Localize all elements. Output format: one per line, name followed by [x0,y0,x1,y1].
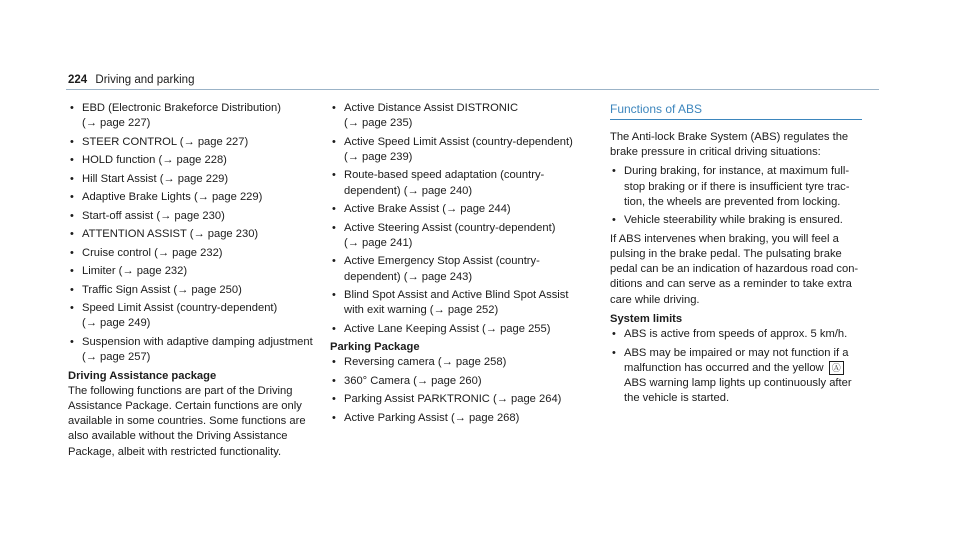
list-item: • Active Parking Assist (→ page 268) [330,411,600,426]
list-item: • Parking Assist PARKTRONIC (→ page 264) [330,392,600,407]
list-item: • Traffic Sign Assist (→ page 250) [68,283,330,298]
list-item: • Limiter (→ page 232) [68,264,330,279]
list-item: • Active Brake Assist (→ page 244) [330,202,600,217]
list-item: • Vehicle steerability while braking is ensured. [610,213,870,228]
header-rule [66,89,879,90]
list-item: • 360° Camera (→ page 260) [330,374,600,389]
column-right [610,101,870,410]
section-rule [610,119,862,120]
list-item: • Blind Spot Assist and Active Blind Spot Assist with exit warning (→ page 252) [330,288,600,318]
list-item: • HOLD function (→ page 228) [68,153,330,168]
column-left [68,101,330,464]
abs-section-title: Functions of ABS [610,102,703,116]
list-item: • Speed Limit Assist (country-dependent) (→ page 249) [68,301,330,331]
list-item: • Suspension with adaptive damping adjustment (→ page 257) [68,335,330,365]
list-item: • Cruise control (→ page 232) [68,246,330,261]
page-header [68,73,194,88]
list-item: • Active Steering Assist (country-dependent) (→ page 241) [330,221,600,251]
list-item: • ATTENTION ASSIST (→ page 230) [68,227,330,242]
abs-warning-lamp-icon: Ⓐ [829,361,844,375]
subheading: System limits [610,312,683,325]
paragraph: The following functions are part of the Driving Assistance Package. Certain functions are only available in some countries. Some functions are also available without the Driving Assistance Package, albeit with restricted functionality. [68,384,306,458]
list-item: • Route-based speed adaptation (country- dependent) (→ page 240) [330,168,600,198]
subheading: Driving Assistance package [68,369,217,382]
list-item: • Active Emergency Stop Assist (country- dependent) (→ page 243) [330,254,600,284]
list-item: • ABS is active from speeds of approx. 5 km/h. [610,327,870,342]
column-middle [330,101,600,429]
limits-list [610,327,870,406]
list-item: • During braking, for instance, at maximum full- stop braking or if there is insufficient tyre trac- tion, the wheels are prevented from locking. [610,164,870,210]
abs-list [610,164,870,228]
list-item: • Hill Start Assist (→ page 229) [68,172,330,187]
subheading: Parking Package [330,341,420,354]
list-item: • Active Distance Assist DISTRONIC (→ page 235) [330,101,600,131]
list-item: • Reversing camera (→ page 258) [330,355,600,370]
intro-paragraph: The Anti-lock Brake System (ABS) regulates the brake pressure in critical driving situations: [610,131,849,159]
list-item: • Adaptive Brake Lights (→ page 229) [68,190,330,205]
section-title: Driving and parking [95,74,195,86]
feature-list [330,101,600,337]
list-item: • ABS may be impaired or may not function if a malfunction has occurred and the yellow Ⓐ ABS warning lamp lights up continuously after the vehicle is started. [610,346,870,407]
page-number: 224 [68,74,88,86]
list-item: • Active Speed Limit Assist (country-dependent) (→ page 239) [330,135,600,165]
parking-list [330,355,600,426]
list-item: • EBD (Electronic Brakeforce Distribution) (→ page 227) [68,101,330,131]
list-item: • STEER CONTROL (→ page 227) [68,135,330,150]
list-item: • Active Lane Keeping Assist (→ page 255) [330,322,600,337]
list-item: • Start-off assist (→ page 230) [68,209,330,224]
paragraph: If ABS intervenes when braking, you will feel a pulsing in the brake pedal. The pulsating brake pedal can be an indication of hazardous road con- ditions and can serve as a reminder to take extra care while driving. [610,232,859,306]
feature-list [68,101,330,365]
